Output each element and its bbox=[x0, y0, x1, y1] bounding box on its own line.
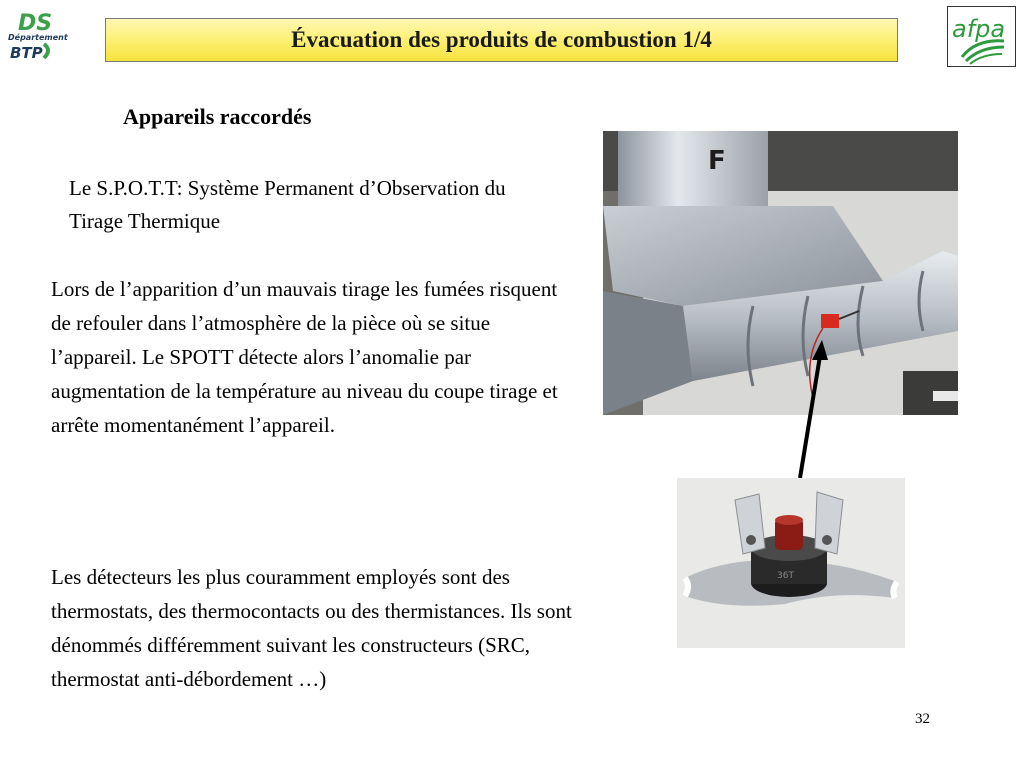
spott-definition: Le S.P.O.T.T: Système Permanent d’Observation du Tirage Thermique bbox=[69, 176, 506, 233]
section-heading: Appareils raccordés bbox=[123, 104, 312, 129]
title-banner bbox=[105, 18, 898, 62]
draft-hood-photo bbox=[603, 131, 958, 415]
pipe-letter: F bbox=[708, 146, 726, 176]
page-title: Évacuation des produits de combustion 1/4 bbox=[291, 27, 712, 52]
afpa-logo bbox=[947, 6, 1016, 67]
thermostat-photo bbox=[677, 478, 905, 648]
spott-description: Lors de l’apparition d’un mauvais tirage les fumées risquent de refouler dans l’atmosphère de la pièce où se situe l’appareil. Le SPOTT détecte alors l’anomalie par augmentation de la température au niveau du coupe tirage et arrête momentanément l’appareil. bbox=[51, 277, 558, 437]
logo-dept-text: Département bbox=[8, 33, 68, 42]
page-number: 32 bbox=[915, 711, 930, 727]
detector-types: Les détecteurs les plus couramment employés sont des thermostats, des thermocontacts ou des thermistances. Ils sont dénommés différemment suivant les constructeurs (SRC, thermostat anti-débordement …) bbox=[51, 565, 572, 691]
afpa-logo-text: afpa bbox=[952, 15, 1006, 43]
ds-btp-logo bbox=[4, 6, 68, 64]
svg-text:36T: 36T bbox=[777, 571, 794, 581]
logo-ds-letters: DS bbox=[18, 11, 53, 36]
logo-btp-text: BTP bbox=[10, 44, 43, 62]
pointer-arrow bbox=[790, 338, 830, 483]
